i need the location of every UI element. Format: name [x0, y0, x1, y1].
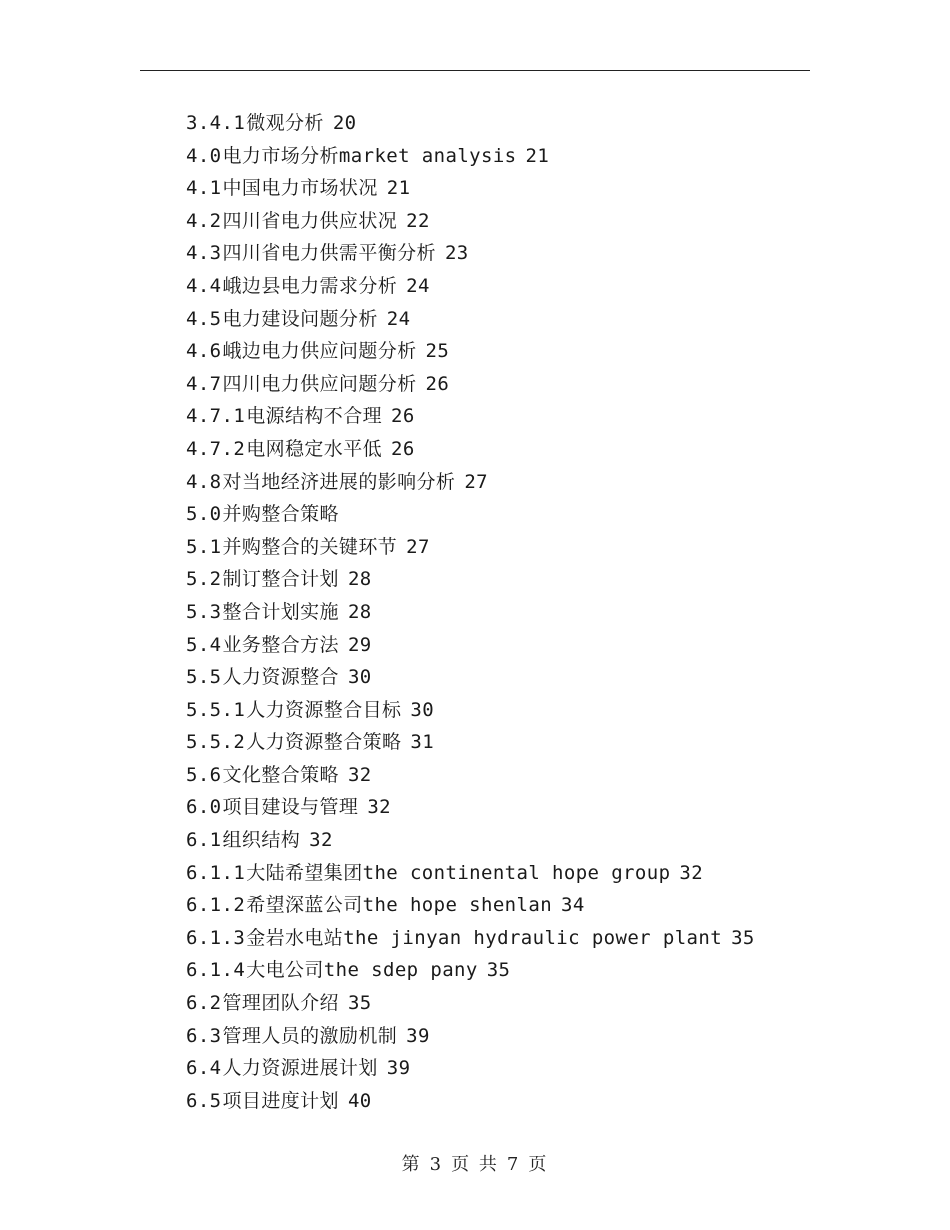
toc-entry-title: 人力资源整合: [222, 666, 339, 689]
toc-entry-number: 4.6: [186, 340, 222, 363]
toc-entry-number: 5.0: [186, 503, 222, 526]
toc-entry-title: 业务整合方法: [222, 633, 339, 656]
toc-entry: [186, 824, 755, 857]
toc-entry-title: 管理人员的激励机制: [222, 1024, 398, 1047]
toc-entry-number: 4.7.1: [186, 405, 246, 428]
toc-entry-title: 并购整合的关键环节: [222, 535, 398, 558]
footer-middle: 页 共: [451, 1154, 499, 1175]
toc-entry-page: 27: [406, 535, 430, 558]
toc-entry-page: 35: [731, 926, 755, 949]
toc-entry-title: 四川电力供应问题分析: [222, 372, 417, 395]
toc-entry: [186, 498, 755, 531]
toc-entry-page: 26: [425, 372, 450, 395]
toc-entry: [186, 1085, 755, 1118]
toc-entry-page: 35: [486, 959, 511, 982]
toc-entry-title: 电力市场分析market analysis: [222, 144, 517, 167]
toc-entry: [186, 335, 755, 368]
toc-entry-page: 21: [525, 144, 550, 167]
toc-entry: [186, 563, 755, 596]
toc-entry-page: 23: [444, 242, 469, 265]
toc-entry-number: 4.7: [186, 372, 222, 395]
toc-entry-title: 大陆希望集团the continental hope group: [246, 861, 671, 884]
toc-entry-title: 电力建设问题分析: [222, 307, 378, 330]
toc-entry-number: 4.4: [186, 274, 222, 297]
page-footer: [0, 1150, 950, 1176]
toc-entry-title: 整合计划实施: [222, 600, 339, 623]
toc-entry-number: 5.2: [186, 568, 222, 591]
toc-entry-title: 中国电力市场状况: [222, 177, 378, 200]
toc-entry-page: 24: [386, 307, 411, 330]
toc-entry-page: 30: [410, 698, 435, 721]
toc-entry: [186, 237, 755, 270]
toc-entry-title: 大电公司the sdep pany: [246, 959, 478, 982]
toc-entry-title: 电源结构不合理: [246, 405, 383, 428]
toc-entry-page: 20: [332, 112, 357, 134]
footer-suffix: 页: [528, 1154, 549, 1175]
toc-entry-title: 四川省电力供应状况: [222, 209, 398, 232]
toc-entry-page: 29: [347, 633, 372, 656]
toc-entry-number: 6.1.4: [186, 959, 246, 982]
toc-entry: [186, 368, 755, 401]
toc-entry-page: 22: [406, 209, 430, 232]
toc-entry-number: 5.5: [186, 666, 222, 689]
toc-entry-number: 4.3: [186, 242, 222, 265]
toc-entry-page: 28: [347, 600, 372, 623]
toc-entry-page: 24: [406, 274, 430, 297]
toc-entry-title: 对当地经济进展的影响分析: [222, 470, 456, 493]
toc-entry-page: 32: [679, 861, 704, 884]
footer-prefix: 第: [401, 1154, 422, 1175]
toc-entry-page: 26: [391, 405, 415, 428]
toc-entry-title: 人力资源整合策略: [246, 731, 402, 754]
toc-entry-title: 人力资源整合目标: [246, 698, 402, 721]
toc-entry-title: 峨边县电力需求分析: [222, 274, 398, 297]
toc-entry: [186, 172, 755, 205]
toc-entry: [186, 107, 755, 140]
toc-entry-title: 项目建设与管理: [222, 796, 359, 819]
toc-entry-page: 32: [347, 763, 372, 786]
toc-entry: [186, 661, 755, 694]
toc-entry-number: 4.7.2: [186, 437, 246, 460]
toc-entry: [186, 922, 755, 955]
toc-entry: [186, 140, 755, 173]
toc-entry-number: 5.1: [186, 535, 222, 558]
toc-entry-page: 32: [367, 796, 392, 819]
toc-entry-number: 4.5: [186, 307, 222, 330]
toc-entry: [186, 889, 755, 922]
toc-entry-number: 3.4.1: [186, 112, 246, 134]
toc-entry-number: 6.1: [186, 829, 222, 852]
toc-entry-number: 4.1: [186, 177, 222, 200]
toc-entry-page: 39: [386, 1057, 411, 1080]
toc-entry-page: 30: [347, 666, 372, 689]
toc-entry-page: 27: [464, 470, 489, 493]
toc-entry-page: 34: [561, 894, 585, 917]
toc-entry-title: 人力资源进展计划: [222, 1057, 378, 1080]
toc-entry-title: 并购整合策略: [222, 503, 339, 526]
toc-entry-number: 6.5: [186, 1089, 222, 1112]
toc-entry: [186, 433, 755, 466]
toc-entry-number: 5.6: [186, 763, 222, 786]
toc-entry: [186, 466, 755, 499]
toc-entry-number: 6.1.3: [186, 926, 246, 949]
toc-entry-title: 峨边电力供应问题分析: [222, 340, 417, 363]
toc-entry-title: 制订整合计划: [222, 568, 339, 591]
footer-current-page: 3: [429, 1154, 444, 1175]
toc-entry: [186, 270, 755, 303]
toc-entry-title: 金岩水电站the jinyan hydraulic power plant: [246, 926, 723, 949]
toc-entry-title: 项目进度计划: [222, 1089, 339, 1112]
toc-entry-page: 35: [347, 992, 372, 1015]
toc-entry: [186, 857, 755, 890]
table-of-contents: [186, 107, 755, 1117]
toc-entry: [186, 694, 755, 727]
footer-total-pages: 7: [506, 1154, 521, 1175]
toc-entry: [186, 303, 755, 336]
toc-entry: [186, 759, 755, 792]
toc-entry-page: 25: [425, 340, 450, 363]
toc-entry-number: 4.8: [186, 470, 222, 493]
toc-entry: [186, 954, 755, 987]
toc-entry: [186, 205, 755, 238]
toc-entry: [186, 987, 755, 1020]
toc-entry-page: 31: [410, 731, 435, 754]
toc-entry: [186, 629, 755, 662]
toc-entry-title: 文化整合策略: [222, 763, 339, 786]
toc-entry-title: 组织结构: [222, 829, 301, 852]
header-rule: [140, 70, 810, 71]
toc-entry-page: 40: [347, 1089, 372, 1112]
toc-entry: [186, 791, 755, 824]
toc-entry: [186, 531, 755, 564]
toc-entry: [186, 400, 755, 433]
toc-entry-number: 6.2: [186, 992, 222, 1015]
toc-entry-title: 微观分析: [246, 112, 324, 134]
toc-entry-page: 26: [391, 437, 415, 460]
toc-entry-page: 21: [386, 177, 411, 200]
toc-entry-number: 4.2: [186, 209, 222, 232]
toc-entry-number: 6.1.1: [186, 861, 246, 884]
toc-entry-number: 5.3: [186, 600, 222, 623]
toc-entry-number: 6.1.2: [186, 894, 246, 917]
toc-entry: [186, 726, 755, 759]
toc-entry-title: 希望深蓝公司the hope shenlan: [246, 894, 553, 917]
toc-entry: [186, 1020, 755, 1053]
toc-entry-title: 管理团队介绍: [222, 992, 339, 1015]
toc-entry: [186, 596, 755, 629]
toc-entry-number: 5.4: [186, 633, 222, 656]
toc-entry-title: 电网稳定水平低: [246, 437, 383, 460]
toc-entry-number: 4.0: [186, 144, 222, 167]
toc-entry-page: 32: [309, 829, 333, 852]
toc-entry-title: 四川省电力供需平衡分析: [222, 242, 436, 265]
toc-entry-number: 6.4: [186, 1057, 222, 1080]
toc-entry-number: 6.0: [186, 796, 222, 819]
toc-entry-number: 5.5.1: [186, 698, 246, 721]
toc-entry: [186, 1052, 755, 1085]
toc-entry-number: 5.5.2: [186, 731, 246, 754]
toc-entry-page: 39: [406, 1024, 430, 1047]
toc-entry-page: 28: [347, 568, 372, 591]
toc-entry-number: 6.3: [186, 1024, 222, 1047]
